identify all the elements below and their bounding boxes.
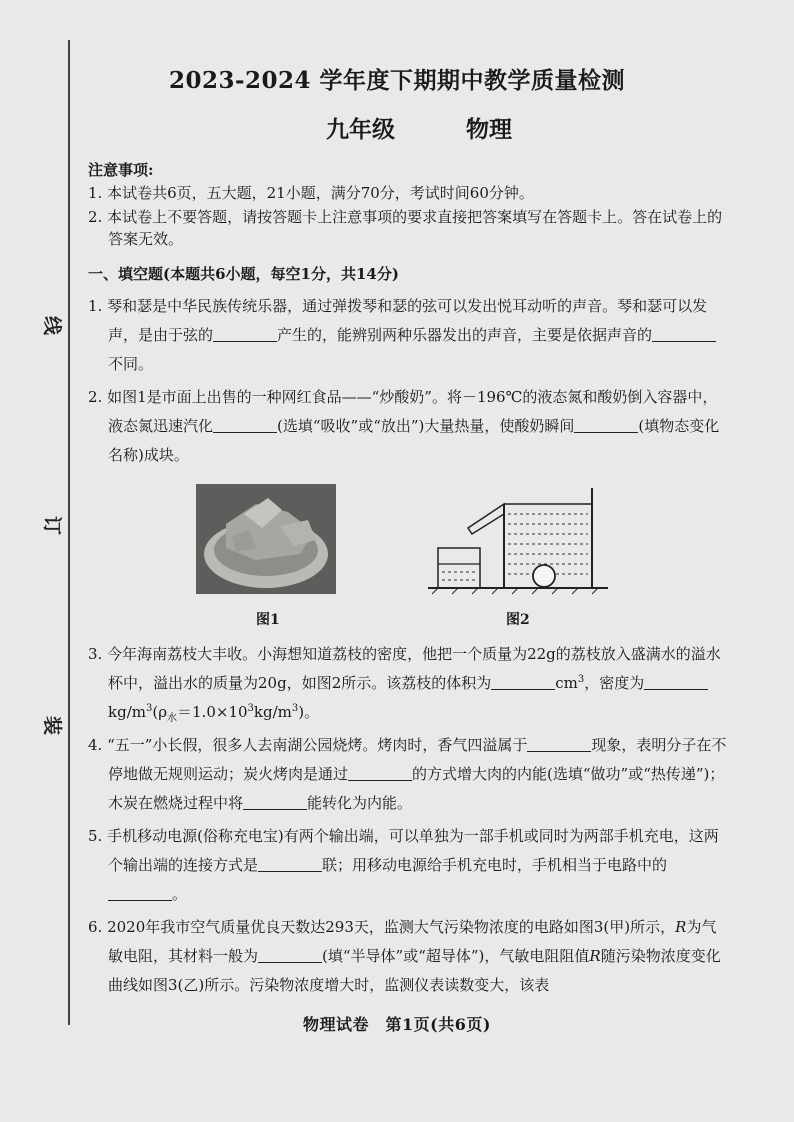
q2-text-1: 2. 如图1是市面上出售的一种网红食品——“炒酸奶”。将－196℃的液态氮和酸奶倒入容器中，液态氮迅速汽化: [88, 388, 718, 435]
q3-text-2: ，密度为: [584, 674, 645, 692]
q3-rho-unit-exp: 3: [291, 703, 299, 714]
q6-text-2: 为气敏电阻，其材料一般为: [108, 918, 717, 965]
q3-rho-val: ＝1.0×10: [177, 703, 248, 721]
q4-text-4: 能转化为内能。: [307, 794, 413, 812]
q3-rho-sub: 水: [167, 713, 178, 724]
answer-blank: [108, 884, 172, 901]
q1-text-1: 1. 琴和瑟是中华民族传统乐器，通过弹拨琴和瑟的弦可以发出悦耳动听的声音。琴和瑟可以发声，是由于弦的: [88, 297, 708, 344]
question-4: [88, 731, 728, 818]
page-title: 2023-2024 学年度下期期中教学质量检测: [168, 67, 626, 94]
q4-text-3: 的方式增大肉的内能(选填“做功”或“热传递”)；木炭在燃烧过程中将: [108, 765, 725, 812]
q2-text-2: (选填“吸收”或“放出”)大量热量，使酸奶瞬间: [277, 417, 575, 435]
notice-item-1: 1. 本试卷共6页，五大题，21小题，满分70分，考试时间60分钟。: [88, 184, 534, 202]
q5-text-2: 联；用移动电源给手机充电时，手机相当于电路中的: [322, 856, 668, 874]
binding-mark-ding: 订: [41, 515, 64, 536]
q3-exp: 3: [145, 703, 153, 714]
q4-text-2: 现象，表明分子在不停地做无规则运动；炭火烤肉是通过: [108, 736, 727, 783]
answer-blank: [574, 416, 638, 433]
q6-symbol-r: R: [589, 947, 601, 965]
answer-blank: [491, 673, 555, 690]
q1-text-2: 产生的，能辨别两种乐器发出的声音，主要是依据声音的: [277, 326, 653, 344]
q3-exp: 3: [577, 674, 585, 685]
question-6: [88, 913, 728, 1000]
figure-1-caption: 图1: [256, 612, 280, 628]
q6-text-1: 6. 2020年我市空气质量优良天数达293天，监测大气污染物浓度的电路如图3(甲)所示，: [88, 918, 676, 936]
answer-blank: [243, 793, 307, 810]
question-1: [88, 292, 728, 379]
q3-unit-cm: cm: [555, 674, 578, 692]
yogurt-photo-image: [196, 484, 336, 594]
notice-list: [88, 182, 728, 250]
q3-unit-kgm: kg/m: [108, 703, 146, 721]
q2-text-3: (填物态变化名称)成块。: [108, 417, 720, 464]
figure-2-caption: 图2: [506, 612, 530, 628]
q3-text-1: 3. 今年海南荔枝大丰收。小海想知道荔枝的密度，他把一个质量为22g的荔枝放入盛满水的溢水杯中，溢出水的质量为20g，如图2所示。该荔枝的体积为: [88, 645, 721, 692]
answer-blank: [258, 855, 322, 872]
subject-label: 物理: [466, 116, 512, 143]
q3-rho-end: )。: [298, 703, 320, 721]
question-5: [88, 822, 728, 909]
figure-2-overflow-cup-diagram: [428, 484, 608, 596]
grade-label: 九年级: [326, 116, 395, 143]
q5-text-3: 。: [172, 885, 188, 903]
answer-blank: [644, 673, 708, 690]
binding-line: [68, 40, 70, 1025]
answer-blank: [652, 325, 716, 342]
q6-text-3: (填“半导体”或“超导体”)，气敏电阻阻值: [322, 947, 590, 965]
q5-text-1: 5. 手机移动电源(俗称充电宝)有两个输出端，可以单独为一部手机或同时为两部手机充电，这两个输出端的连接方式是: [88, 827, 719, 874]
question-3: [88, 640, 728, 727]
q3-rho-unit: kg/m: [253, 703, 292, 721]
notice-item-2: 2. 本试卷上不要答题，请按答题卡上注意事项的要求直接把答案填写在答题卡上。答在试卷上的答案无效。: [88, 208, 723, 248]
q3-rho-exp: 3: [247, 703, 254, 714]
binding-mark-xian: 线: [41, 315, 64, 336]
notice-heading: 注意事项:: [88, 161, 154, 179]
question-2: [88, 383, 728, 470]
page-footer: 物理试卷 第1页(共6页): [303, 1015, 491, 1034]
figures-row: [88, 484, 728, 634]
binding-mark-zhuang: 装: [41, 715, 64, 736]
q1-text-3: 不同。: [108, 355, 154, 373]
q6-text-4: 随污染物浓度变化曲线如图3(乙)所示。污染物浓度增大时，监测仪表读数变大，该表: [108, 947, 721, 994]
answer-blank: [348, 764, 412, 781]
answer-blank: [258, 946, 322, 963]
section-heading-fill-in: 一、填空题(本题共6小题，每空1分，共14分): [88, 265, 399, 283]
q4-text-1: 4. “五一”小长假，很多人去南湖公园烧烤。烤肉时，香气四溢属于: [88, 736, 528, 754]
answer-blank: [213, 416, 277, 433]
q6-symbol-r: R: [675, 918, 687, 936]
exam-content: [88, 158, 728, 1000]
answer-blank: [213, 325, 277, 342]
q3-rho: (ρ: [152, 703, 168, 721]
answer-blank: [527, 735, 591, 752]
figure-1-yogurt-photo: [196, 484, 336, 594]
